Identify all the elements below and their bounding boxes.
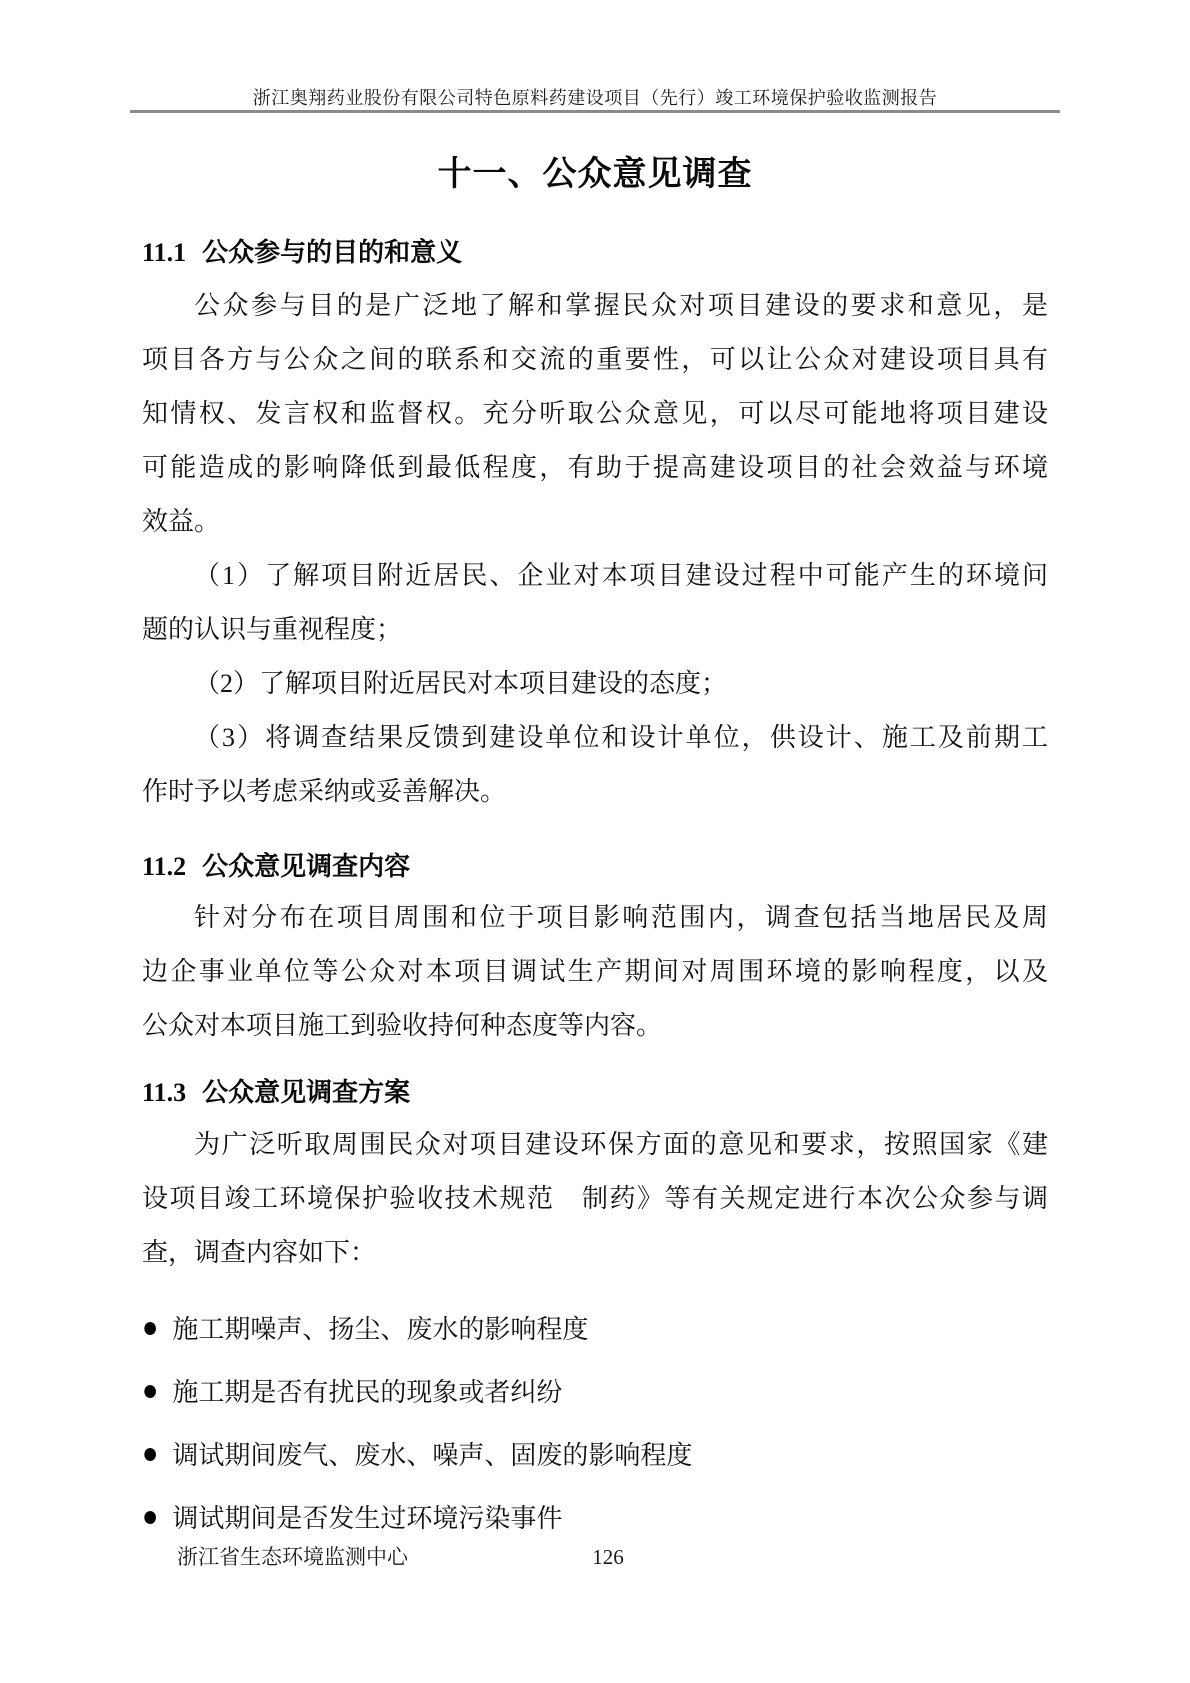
body-line: 知情权、发言权和监督权。充分听取公众意见，可以尽可能地将项目建设 <box>142 399 1048 428</box>
section-11-2-body <box>142 891 1048 1053</box>
body-line: （3）将调查结果反馈到建设单位和设计单位，供设计、施工及前期工 <box>194 723 1048 752</box>
section-heading-11-2 <box>142 852 1048 882</box>
page-number: 126 <box>592 1545 624 1569</box>
body-line: 公众参与目的是广泛地了解和掌握民众对项目建设的要求和意见，是 <box>194 291 1048 320</box>
section-heading-11-3 <box>142 1078 1048 1108</box>
footer-organization: 浙江省生态环境监测中心 <box>177 1545 408 1569</box>
header-divider <box>130 110 1060 113</box>
bullet-icon: ● <box>142 1436 159 1470</box>
body-line: 可能造成的影响降低到最低程度，有助于提高建设项目的社会效益与环境 <box>142 453 1048 482</box>
survey-content-list <box>142 1296 1048 1548</box>
section-11-1-body <box>142 279 1048 819</box>
list-item <box>142 1296 1048 1359</box>
body-line: 项目各方与公众之间的联系和交流的重要性，可以让公众对建设项目具有 <box>142 345 1048 374</box>
section-heading-label: 公众意见调查内容 <box>202 852 411 881</box>
list-item <box>142 1485 1048 1548</box>
body-line: 作时予以考虑采纳或妥善解决。 <box>142 777 507 806</box>
list-item <box>142 1422 1048 1485</box>
bullet-icon: ● <box>142 1499 159 1533</box>
section-heading-11-1 <box>142 238 1048 268</box>
list-item-text: 施工期是否有扰民的现象或者纠纷 <box>172 1378 563 1407</box>
section-11-3-body <box>142 1118 1048 1280</box>
section-heading-label: 公众参与的目的和意义 <box>202 238 463 267</box>
section-number: 11.3 <box>142 1078 187 1107</box>
body-line: 公众对本项目施工到验收持何种态度等内容。 <box>142 1011 663 1040</box>
body-line: 为广泛听取周围民众对项目建设环保方面的意见和要求，按照国家《建 <box>194 1130 1048 1159</box>
body-line: 效益。 <box>142 507 221 536</box>
list-item <box>142 1359 1048 1422</box>
section-heading-label: 公众意见调查方案 <box>202 1078 411 1107</box>
body-line: （2）了解项目附近居民对本项目建设的态度； <box>194 669 728 698</box>
body-line: 设项目竣工环境保护验收技术规范 制药》等有关规定进行本次公众参与调 <box>142 1184 1048 1213</box>
page-footer <box>0 1543 1190 1573</box>
body-line: 针对分布在项目周围和位于项目影响范围内，调查包括当地居民及周 <box>194 903 1048 932</box>
body-line: 题的认识与重视程度； <box>142 615 403 644</box>
body-line: 边企事业单位等公众对本项目调试生产期间对周围环境的影响程度，以及 <box>142 957 1048 986</box>
list-item-text: 调试期间废气、废水、噪声、固废的影响程度 <box>172 1441 693 1470</box>
bullet-icon: ● <box>142 1373 159 1407</box>
list-item-text: 施工期噪声、扬尘、废水的影响程度 <box>172 1315 589 1344</box>
page-header-text: 浙江奥翔药业股份有限公司特色原料药建设项目（先行）竣工环境保护验收监测报告 <box>252 88 938 108</box>
body-line: 查，调查内容如下： <box>142 1238 377 1267</box>
section-number: 11.2 <box>142 852 187 881</box>
section-number: 11.1 <box>142 238 187 267</box>
chapter-title: 十一、公众意见调查 <box>437 156 753 193</box>
list-item-text: 调试期间是否发生过环境污染事件 <box>172 1504 563 1533</box>
bullet-icon: ● <box>142 1310 159 1344</box>
body-line: （1）了解项目附近居民、企业对本项目建设过程中可能产生的环境问 <box>194 561 1048 590</box>
